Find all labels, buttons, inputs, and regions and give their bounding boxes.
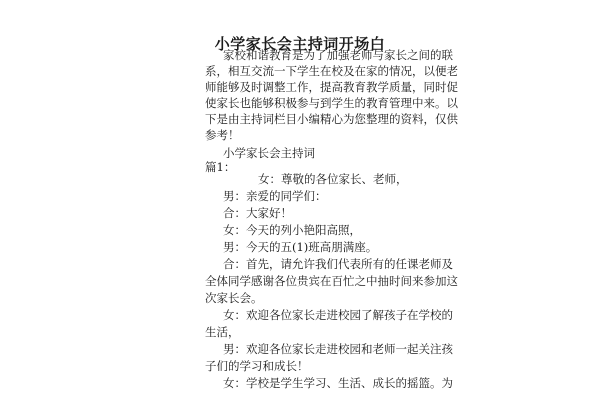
section-label: 篇1： (205, 160, 236, 174)
dialogue-line: 生活， (205, 325, 240, 339)
intro-line: 师能够及时调整工作，提高教育教学质量，同时促 (205, 80, 458, 94)
intro-line: 系，相互交流一下学生在校及在家的情况，以便老 (205, 64, 458, 78)
document-title: 小学家长会主持词开场白 (214, 35, 386, 53)
section-subtitle: 小学家长会主持词 (223, 146, 315, 160)
dialogue-line: 合：大家好！ (223, 206, 292, 220)
dialogue-line: 子们的学习和成长！ (205, 359, 309, 373)
dialogue-line: 全体同学感谢各位贵宾在百忙之中抽时间来参加这 (205, 274, 458, 288)
dialogue-line: 女：尊敬的各位家长、老师， (258, 172, 408, 186)
dialogue-line: 男：欢迎各位家长走进校园和老师一起关注孩 (223, 342, 453, 356)
intro-line: 家校和谐教育是为了加强老师与家长之间的联 (223, 48, 453, 62)
dialogue-line: 女：今天的列小艳阳高照， (223, 223, 361, 237)
dialogue-line: 女：学校是学生学习、生活、成长的摇篮。为 (223, 376, 453, 390)
intro-line: 参考！ (205, 128, 240, 142)
intro-line: 使家长也能够积极参与到学生的教育管理中来。以 (205, 96, 458, 110)
intro-line: 下是由主持词栏目小编精心为您整理的资料，仅供 (205, 112, 458, 126)
dialogue-line: 女：欢迎各位家长走进校园了解孩子在学校的 (223, 308, 453, 322)
dialogue-line: 男：今天的五(1)班高朋满座。 (223, 240, 378, 254)
dialogue-line: 次家长会。 (205, 291, 263, 305)
dialogue-line: 男：亲爱的同学们： (223, 189, 327, 203)
dialogue-line: 合：首先，请允许我们代表所有的任课老师及 (223, 257, 453, 271)
